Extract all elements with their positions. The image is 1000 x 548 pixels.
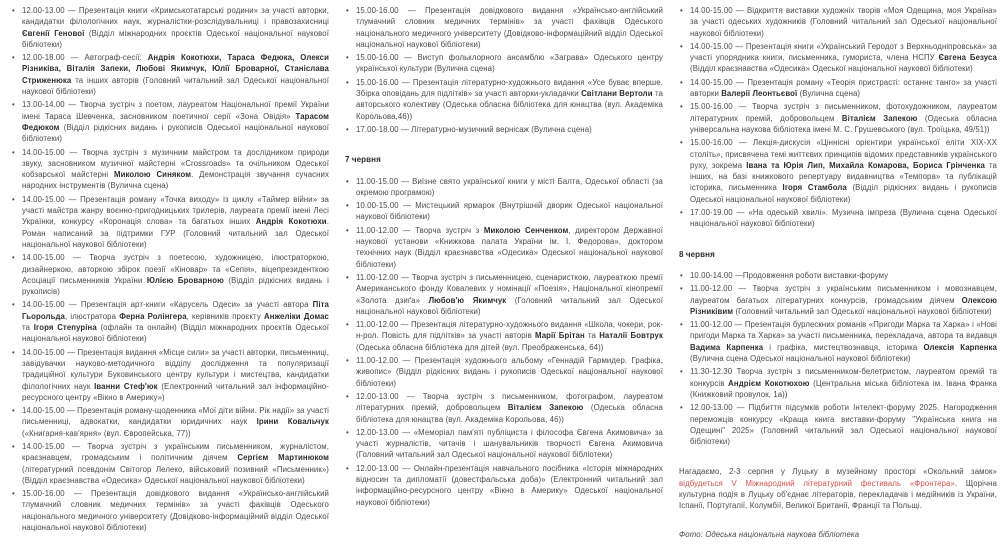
event-text: , керівників проєкту [186, 311, 264, 321]
event-item [11, 441, 329, 486]
event-text: 15.00-16.00 — Презентація довідкового видання «Українсько-англійський тлумачний словник медичних термінів» за участі фахівців Одеського національного медичного університету (Довідково-інформаційний відділ Одеської національної наукової бібліотеки) [22, 489, 329, 533]
event-item [345, 225, 663, 270]
event-item [679, 5, 997, 39]
event-text: . Щорічна культурна подія в Луцьку об'єднає літераторів, перекладачів і медійників із України, Іспанії, Португалії, Колумбії, Великої Британії, Франції та Польщі. [679, 478, 997, 511]
event-item [679, 101, 997, 135]
event-item [345, 355, 663, 389]
event-text: 10.00-15.00 — Мистецький ярмарок (Внутрішній дворик Одеської національної наукової бібліотеки) [356, 201, 663, 222]
event-item [345, 200, 663, 223]
person-name: Ферна Ролінгера [119, 311, 187, 321]
person-name: Вадима Карпенка [690, 342, 764, 352]
event-text: 15.00-16.00 — Виступ фольклорного ансамблю «Заграва» Одеського центру української культури (Вулична сцена) [356, 53, 663, 74]
person-name: Євгенії Генової [22, 28, 85, 38]
event-item [345, 427, 663, 461]
event-text: 15.00-16.00 — Творча зустріч з письменником, фотохудожником, лауреатом літературних премій, добровольцем [690, 102, 997, 123]
event-text: 12.00-13.00 — Онлайн-презентація навчального посібника «Історія міжнародних відносин та дипломатії (довестфальська доба)» (Електронний читальний зал інформаційно-ресурсного центру «Вікно в Америку» Одеської національної наукової бібліотеки) [356, 463, 663, 507]
event-text: 12.00-13.00 — Підбиття підсумків роботи Інтелект-форуму 2025. Нагородження переможців конкурсу «Краща книга виставки-форуму "Українська книга на Одещині" 2025» (Головний читальний зал Одеської національної наукової бібліотеки) [690, 403, 997, 447]
event-text: 15.00-16.00 — Презентація довідкового видання «Українсько-англійський тлумачний словник медичних термінів» за участі фахівців Одеського національного медичного університету (Довідково-інформаційний відділ Одеської національної наукової бібліотеки) [356, 6, 663, 49]
event-text: , директором Державної наукової установи «Книжкова палата України ім. І. Федорова», доктором технічних наук (Відділ краєзнавства «Одесика» Одеської національної наукової бібліотеки) [356, 225, 663, 269]
event-text: (Відділ міжнародних проєктів Одеської національної наукової бібліотеки) [22, 28, 329, 49]
event-text: 14.00-15.00 — Презентація роману «Теорія пристрасті: останнє танго» за участі авторки [690, 77, 997, 99]
event-text: (Вулична сцена Одеської національної наукової бібліотеки) [690, 354, 911, 364]
event-item [679, 270, 997, 281]
person-name: Євгена Безуса [938, 53, 997, 63]
event-text: 14.00-15.00 — Презентація книги «Український Геродот з Верхньодніпровська» за участі упорядника книги, письменника, гумориста, члена НСПУ [690, 41, 997, 63]
event-item [345, 176, 663, 199]
event-item [345, 77, 663, 122]
event-item [679, 207, 997, 230]
event-item [345, 124, 663, 135]
event-item [11, 299, 329, 344]
event-text: 14.00-15.00 — Творча зустріч з українським письменником, журналістом, краєзнавцем, громадським і політичним діячем [22, 441, 329, 463]
event-text: 11.00-12.00 — Презентація художнього альбому «Геннадій Гармидер. Графіка, живопис» (Відділ рідкісних видань і рукописів Одеської національної наукової бібліотеки) [356, 356, 663, 388]
event-text: (Головний читальний зал Одеської національної наукової бібліотеки) [733, 306, 992, 316]
event-text: 14.00-15.00 — Творча зустріч з поетесою, художницею, ілюстраторкою, дизайнеркою, авторкою збірок поезії «Кіновар» та «Сепія», віцепрезиденткою Асоціації письменників України [22, 253, 329, 285]
photo-credit: Фото: Одеська національна наукова бібліотека [679, 529, 860, 539]
day-header: 7 червня [345, 155, 381, 165]
event-text: (Відділ рідкісних видань і рукописів) [22, 275, 329, 297]
event-item [11, 194, 329, 250]
person-name: Любов'ю Якимчук [428, 295, 507, 305]
event-text: 14.00-15.00 — Презентація роману «Точка виходу» із циклу «Таймер війни» за участі майстра жанру воєнно-пригодницьких трилерів, лауреата премії імені Лесі Українки, конкурсу «Коронація слова» та багатьох інших [22, 194, 329, 227]
person-name: Тарасом Федюком [22, 111, 329, 132]
event-item [679, 402, 997, 447]
person-name: Миколою Сенченком [483, 225, 569, 235]
event-text: та [584, 331, 600, 341]
event-item [11, 52, 329, 97]
person-name: Наталії Бовтрук [599, 331, 663, 341]
event-item [679, 137, 997, 205]
event-text: 14.00-15.00 — Відкриття виставки художніх творів «Моя Одещина, моя Україна» за участі одеських художників (Головний читальний зал Одеської національної наукової бібліотеки) [690, 6, 997, 38]
event-text: 12.00-13.00 — Презентація книги «Кримськотатарські родини» за участі авторки, кандидатки філологічних наук, журналістки-розслідувальниці і правозахисниці [22, 6, 329, 27]
event-text: та авторського колективу (Одеська обласна бібліотека для юнацтва (вул. Академіка Корольова,46)) [356, 89, 663, 121]
person-name: Ірини Ковальчук [256, 417, 329, 427]
event-text: 12.00-13.00 — Творча зустріч з письменником, фотографом, лауреатом літературних премій, добровольцем [356, 391, 663, 413]
event-item [679, 41, 997, 75]
event-text: 12.00-18.00 — Автограф-сесії: [22, 53, 148, 63]
event-text: і графіка, мистецтвознавця, історика [763, 342, 924, 352]
event-text: (Центральна міська бібліотека ім. Івана Франка (Книжковий провулок, 1а)) [690, 378, 997, 399]
event-text: 13.00-14.00 — Творча зустріч з поетом, лауреатом Національної премії України імені Тараса Шевченка, засновником поетичної серії «Зона Овідія» [22, 100, 329, 121]
event-text: 11.00-12.00 — Творча зустріч з письменницею, сценаристкою, лауреаткою премії Американського фонду Ковалевих у номінації «Поезія», Національної кінопремії «Золота дзиґа» [356, 272, 663, 305]
event-item [679, 283, 997, 317]
person-name: Миколою Синяком [114, 170, 192, 180]
person-name: Піта Гьорольда [22, 300, 329, 321]
event-item [679, 366, 997, 400]
person-name: Ігоря Стамбола [782, 183, 847, 193]
event-text: Нагадаємо, 2-3 серпня у Луцьку в музейному просторі «Окольний замок» [679, 467, 997, 477]
event-item [345, 319, 663, 353]
event-item [345, 391, 663, 425]
event-text: , ілюстратора [64, 311, 120, 321]
event-text: 15.00-16.00 — Презентація літературно-художнього видання «Усе буває вперше. Збірка оповідань для підлітків» за участі авторки-укладачки [356, 77, 663, 99]
event-text: 14.00-15.00 — Творча зустріч з музичним майстром та дослідником природи звуку, засновником музичної майстерні «Crossroads» та очільником Одеської кобзарської майстерні [22, 147, 329, 180]
person-name: Олексія Карпенка [923, 342, 997, 352]
event-item [345, 5, 663, 50]
event-text: (літературний псевдонім Світогор Лелеко, військовий позивний «Письменник») (Відділ краєзнавства «Одесика» Одеської національної наукової бібліотеки) [22, 464, 329, 485]
person-name: Ігоря Степуріна [33, 323, 97, 333]
person-name: Івана та Юрія Лип, Михайла Комарова, Бориса Грінченка [746, 160, 985, 170]
event-text: (Відділ рідкісних видань і рукописів Одеської національної наукової бібліотеки) [690, 183, 997, 204]
event-item [345, 463, 663, 508]
event-item [11, 347, 329, 403]
event-text: (Електронний читальний зал інформаційно-ресурсного центру «Вікно в Америку») [22, 381, 330, 402]
event-text: («Книгарня-кав'ярня» (вул. Європейська, 77)) [22, 428, 191, 438]
person-name: Сергієм Мартинюком [237, 453, 329, 463]
person-name: Андрієм Кокотюхою [728, 378, 810, 388]
event-text: 14.00-15.00 — Презентація арт-книги «Карусель Одеси» за участі автора [22, 300, 313, 310]
event-item [11, 5, 329, 50]
event-text: 17.00-18.00 — Літературно-музичний вернісаж (Вулична сцена) [356, 124, 592, 134]
event-text: 11.00-12.00 — Презентація бурлескних романів «Пригоди Марка та Харка» і «Нові пригоди Марка та Харка» за участі письменника, перекладача, автора та видавця [690, 320, 997, 341]
event-text: 11.30-12.30 Творча зустріч з письменником-белетристом, лауреатом премій та конкурсів [690, 367, 997, 388]
frontera-festival-link[interactable]: відбудеться V Міжнародний літературний фестиваль «Фронтера» [679, 478, 955, 488]
event-text: . Демонстрація звучання сучасних народних інструментів (Вулична сцена) [22, 170, 329, 191]
column-3 [679, 5, 997, 540]
person-name: Олексою Різниківим [690, 295, 997, 316]
event-text: та інших авторів (Головний читальний зал Одеської національної наукової бібліотеки) [22, 75, 329, 97]
person-name: Андрія Кокотюхи, Тараса Федюка, Олекси Різниківа, Віталія Запеки, Любові Якимчук, Юлії Броварної, Станіслава Стриженюка [22, 53, 329, 85]
event-text: 10.00-14.00 —Продовження роботи виставки-форуму [690, 270, 889, 280]
event-text: та інших, на базі книжкового репертуару видавництва «Темпора» та публікацій історика, письменника [690, 160, 997, 193]
event-text: 11.00-12.00 — Творча зустріч з [356, 225, 484, 235]
person-name: Валерії Леонтьєвої [721, 89, 798, 99]
event-text: (Головний читальний зал Одеської національної наукової бібліотеки) [356, 295, 663, 316]
event-item [11, 147, 329, 192]
event-text: (Вулична сцена) [797, 89, 861, 99]
day-header: 8 червня [679, 249, 715, 259]
column-2 [345, 5, 663, 540]
event-item [679, 319, 997, 364]
person-name: Марії Брітан [535, 331, 585, 341]
event-item [345, 52, 663, 75]
closing-note [679, 466, 997, 511]
column-1 [11, 5, 329, 540]
event-text: та [22, 323, 34, 333]
event-item [679, 77, 997, 100]
person-name: Юлією Броварною [146, 275, 224, 285]
event-text: (Відділ рідкісних видань і рукописів Одеської національної наукової бібліотеки) [22, 122, 329, 144]
event-item [11, 99, 329, 144]
event-text: 17.00-19.00 — «На одеській хвилі». Музична імпреза (Вулична сцена Одеської національної наукової бібліотеки) [690, 208, 997, 229]
event-text: 11.00-15.00 — Виїзне свято української книги у місті Балта, Одеської області (за окремою програмою) [356, 176, 663, 197]
event-text: (Відділ краєзнавства «Одесика» Одеської національної наукової бібліотеки) [690, 64, 973, 74]
person-name: Андрія Кокотюхи [255, 217, 327, 227]
person-name: Світлани Вертоли [581, 89, 653, 99]
event-text: 11.00-12.00 — Творча зустріч з українським письменником і мовознавцем, лауреатом багатьох літературних конкурсів, громадським діячем [690, 284, 997, 305]
event-text: 12.00-13.00 — «Меморіал пам'яті публіциста і філософа Євгена Акимовича» за участі журналістів, читачів і шанувальників творчості Євгена Акимовича (Головний читальний зал Одеської національної наукової бібліотеки) [356, 427, 663, 460]
event-item [11, 405, 329, 439]
event-text: (Одеська обласна бібліотека для юнацтва (вул. Академіка Корольова, 46)) [356, 403, 663, 424]
event-text: 15.00-16.00 — Лекція-дискусія «Ціннісні орієнтири української еліти XIX-XX століть», присвячена темі життєвих принципів відомих представників українського руху, зокрема [690, 138, 997, 170]
event-item [11, 252, 329, 297]
event-text: (офлайн та онлайн) (Відділ міжнародних проєктів Одеської національної наукової бібліотеки) [22, 323, 329, 344]
event-text: 11.00-12.00 — Презентація літературно-художнього видання «Школа, чокери, рок-н-рол. Повість для підлітків» за участі авторів [356, 320, 663, 341]
event-text: (Одеська обласна бібліотека для дітей (вул. Преображенська, 64)) [356, 342, 604, 352]
event-text: . Роман написаний за підтримки ГУР (Головний читальний зал Одеської національної наукової бібліотеки) [22, 217, 329, 249]
person-name: Віталієм Запекою [507, 403, 584, 413]
person-name: Анжеліки Домас [263, 311, 329, 321]
event-item [11, 488, 329, 533]
person-name: Іванни Стеф'юк [94, 381, 158, 391]
event-text: 14.00-15.00 — Презентація роману-щоденника «Мої діти війни. Рік надії» за участі письменниці, адвокатки, кандидатки юридичних наук [22, 406, 329, 427]
event-text: 14.00-15.00 — Презентація видання «Місце сили» за участі авторки, письменниці, завідувачки науково-методичного відділу дослідження та популяризації традиційної культури Буковинського центру культури і мистецтва, кандидатки філологічних наук [22, 347, 329, 391]
event-text: (Одеська обласна універсальна наукова бібліотека імені М. С. Грушевського (вул. Троїцька, 49/51)) [690, 113, 997, 134]
event-item [345, 272, 663, 317]
person-name: Віталієм Запекою [841, 113, 918, 123]
